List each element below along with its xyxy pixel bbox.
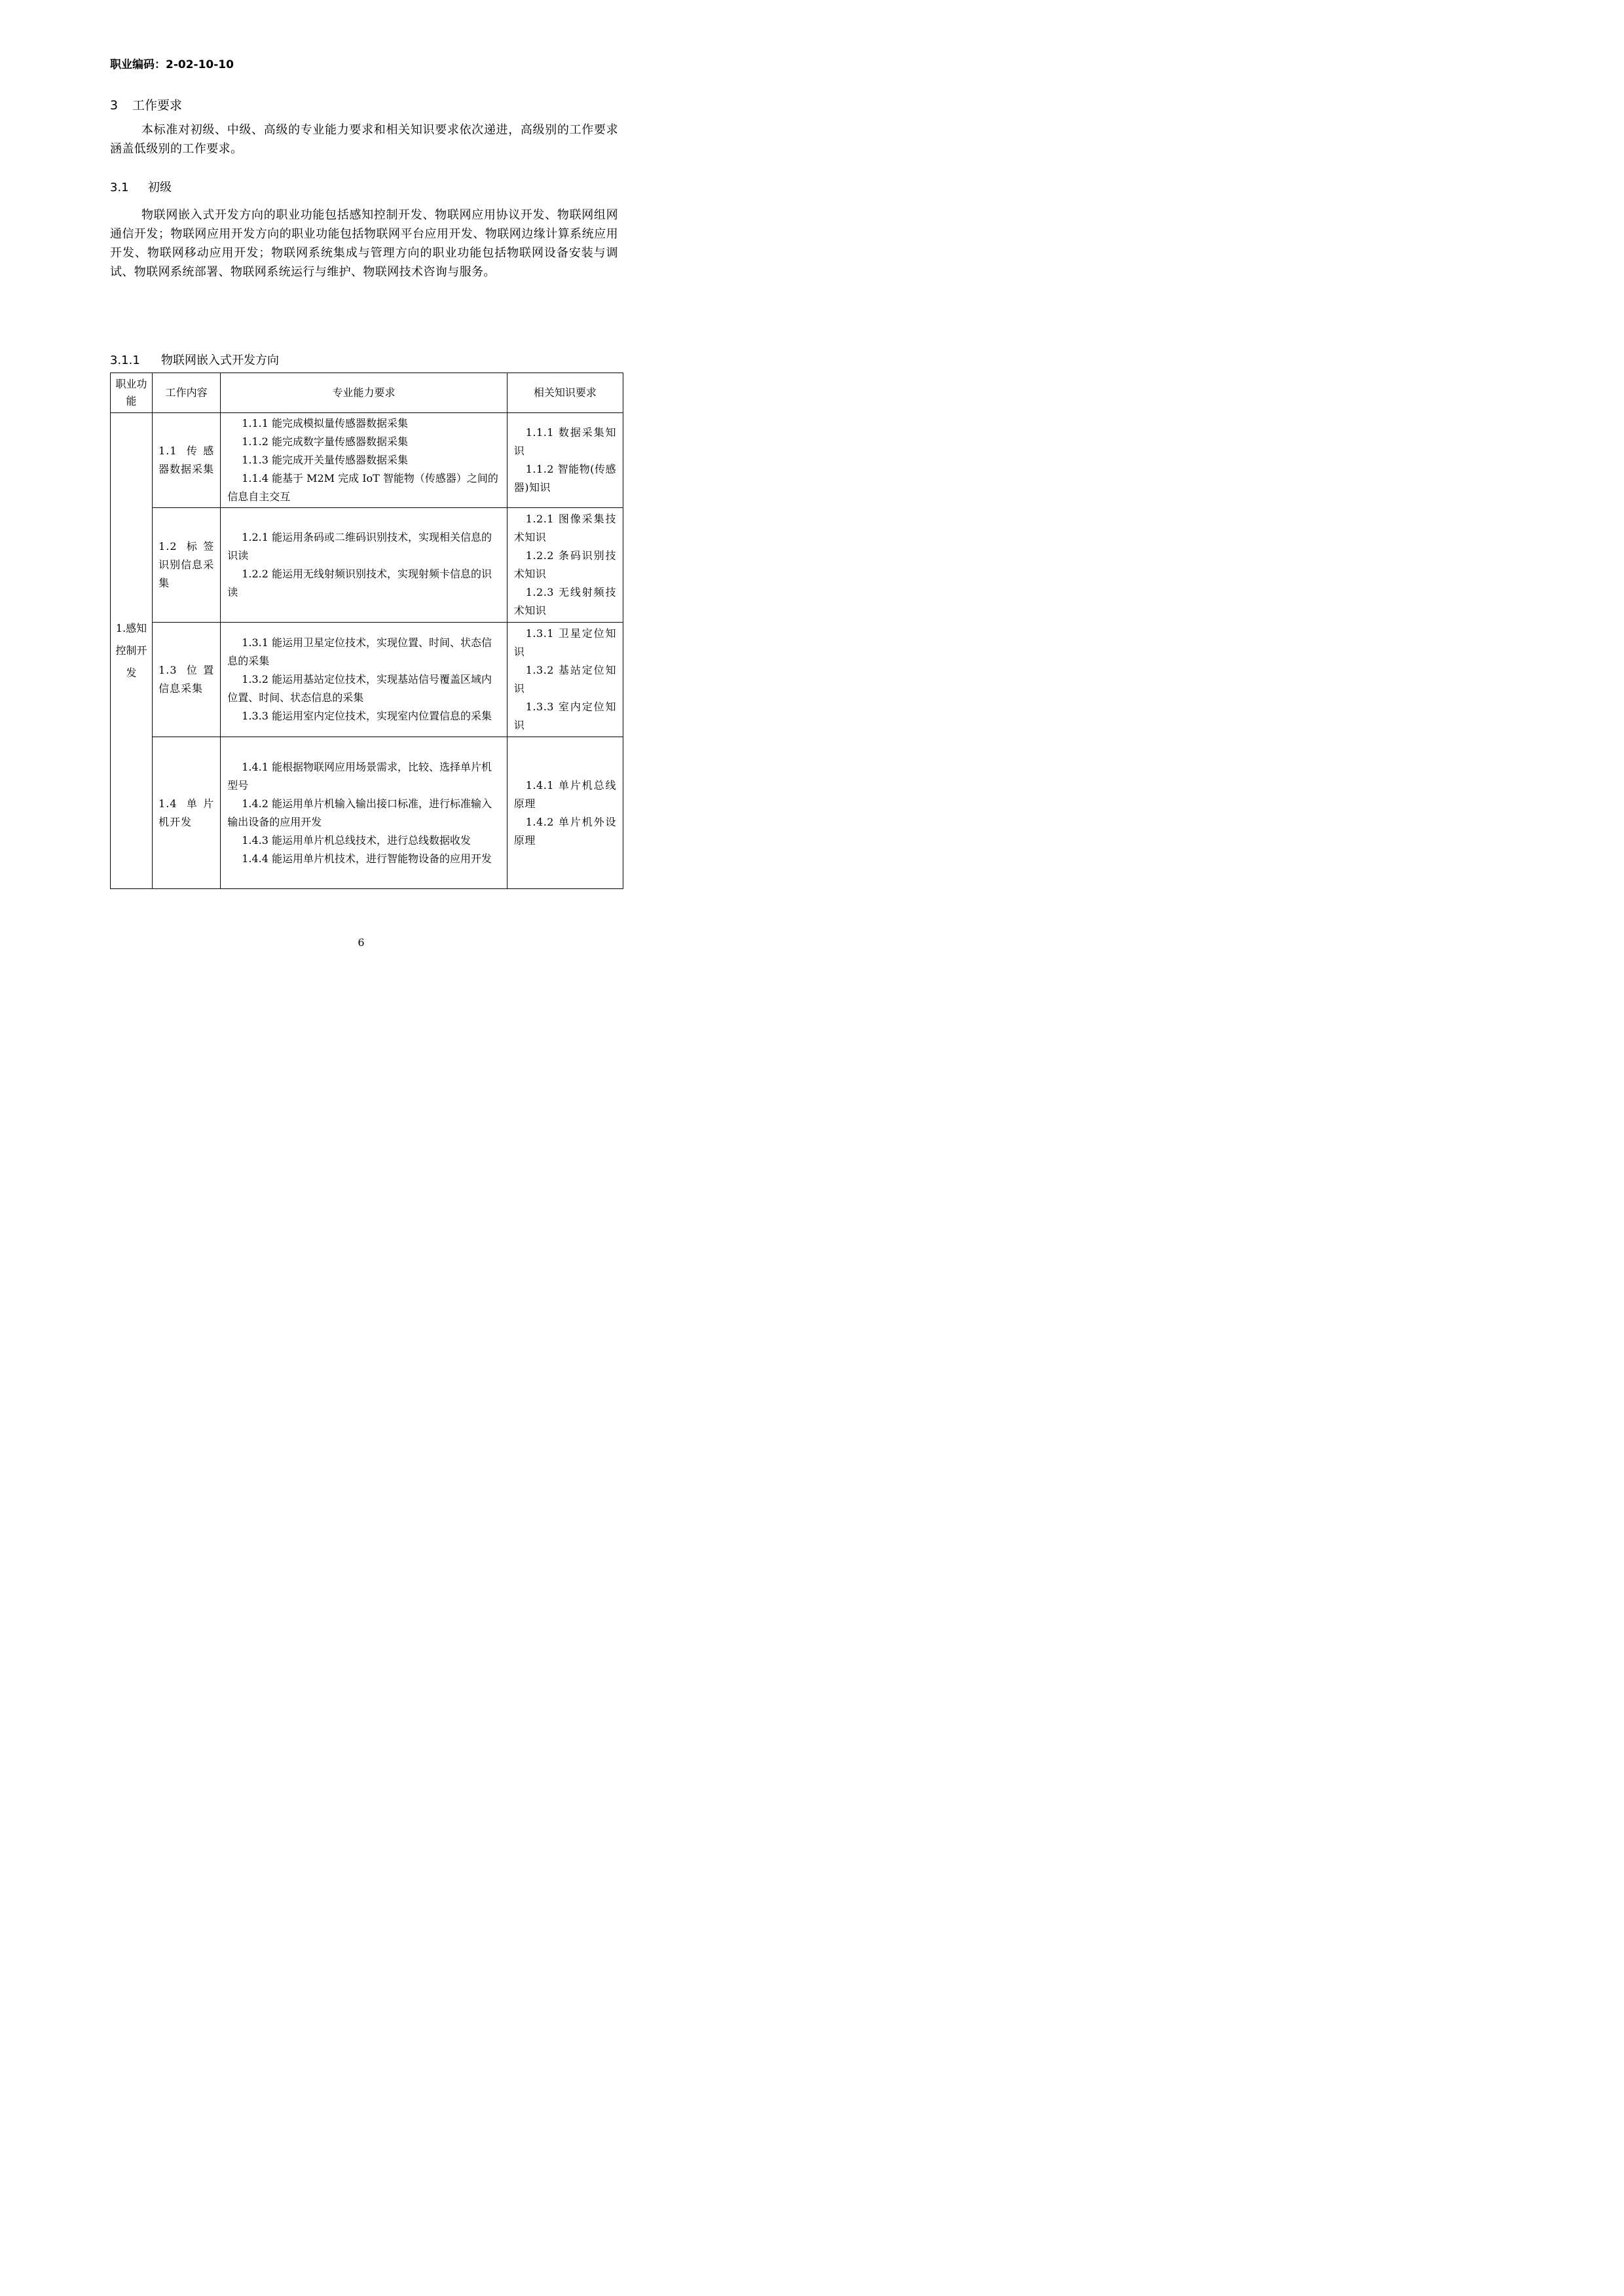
section-number: 3.1.1 [110, 354, 140, 367]
ability-cell [221, 413, 507, 508]
function-cell: 1.感知控制开发 [111, 413, 153, 889]
knowledge-item: 1.3.3 室内定位知识 [513, 701, 616, 731]
ability-item: 1.1.1 能完成模拟量传感器数据采集 [242, 417, 409, 429]
ability-item: 1.2.1 能运用条码或二维码识别技术，实现相关信息的识读 [227, 531, 492, 562]
ability-cell [221, 623, 507, 737]
ability-item: 1.4.1 能根据物联网应用场景需求，比较、选择单片机型号 [227, 760, 492, 792]
ability-item: 1.2.2 能运用无线射频识别技术，实现射频卡信息的识读 [227, 568, 492, 598]
section-title: 工作要求 [132, 98, 183, 113]
content-cell: 1.2 标签识别信息采集 [153, 508, 221, 623]
requirements-table [110, 373, 623, 889]
header-knowledge: 相关知识要求 [507, 373, 623, 413]
knowledge-item: 1.2.2 条码识别技术知识 [513, 549, 616, 580]
knowledge-item: 1.1.2 智能物(传感器)知识 [513, 463, 616, 494]
ability-item: 1.1.4 能基于 M2M 完成 IoT 智能物（传感器）之间的信息自主交互 [227, 472, 498, 503]
knowledge-item: 1.2.1 图像采集技术知识 [513, 513, 616, 543]
knowledge-item: 1.3.2 基站定位知识 [513, 664, 616, 695]
table-row [111, 737, 623, 889]
knowledge-cell [507, 413, 623, 508]
ability-cell [221, 737, 507, 889]
section-3-intro: 本标准对初级、中级、高级的专业能力要求和相关知识要求依次递进，高级别的工作要求涵盖低级别的工作要求。 [110, 123, 618, 156]
section-3-1-1-heading [110, 351, 279, 368]
header-ability: 专业能力要求 [221, 373, 507, 413]
occupation-code: 职业编码：2-02-10-10 [110, 58, 234, 71]
ability-item: 1.1.3 能完成开关量传感器数据采集 [242, 454, 409, 466]
document-page [0, 0, 722, 1021]
content-cell: 1.3 位置信息采集 [153, 623, 221, 737]
content-cell: 1.4 单片机开发 [153, 737, 221, 889]
page-number: 6 [358, 936, 365, 949]
section-3-1-heading [110, 178, 172, 195]
section-number: 3 [110, 98, 119, 113]
section-3-heading [110, 96, 182, 113]
ability-item: 1.4.2 能运用单片机输入输出接口标准，进行标准输入输出设备的应用开发 [227, 797, 492, 828]
ability-item: 1.4.4 能运用单片机技术，进行智能物设备的应用开发 [242, 852, 492, 865]
header-function: 职业功能 [111, 373, 153, 413]
knowledge-item: 1.4.1 单片机总线原理 [513, 778, 616, 810]
table-row [111, 623, 623, 737]
knowledge-item: 1.1.1 数据采集知识 [513, 426, 616, 457]
ability-item: 1.3.2 能运用基站定位技术，实现基站信号覆盖区域内位置、时间、状态信息的采集 [227, 673, 492, 704]
knowledge-item: 1.4.2 单片机外设原理 [513, 815, 616, 847]
section-number: 3.1 [110, 181, 129, 194]
knowledge-item: 1.3.1 卫星定位知识 [513, 627, 616, 658]
ability-cell [221, 508, 507, 623]
table-row [111, 413, 623, 508]
content-cell: 1.1 传感器数据采集 [153, 413, 221, 508]
knowledge-item: 1.2.3 无线射频技术知识 [513, 586, 616, 617]
ability-item: 1.4.3 能运用单片机总线技术，进行总线数据收发 [242, 833, 471, 847]
section-3-1-intro: 物联网嵌入式开发方向的职业功能包括感知控制开发、物联网应用协议开发、物联网组网通信开发；物联网应用开发方向的职业功能包括物联网平台应用开发、物联网边缘计算系统应用开发、物联网移动应用开发；物联网系统集成与管理方向的职业功能包括物联网设备安装与调试、物联网系统部署、物联网系统运行与维护、物联网技术咨询与服务。 [110, 208, 618, 279]
ability-item: 1.1.2 能完成数字量传感器数据采集 [242, 435, 409, 448]
knowledge-cell [507, 508, 623, 623]
ability-item: 1.3.3 能运用室内定位技术，实现室内位置信息的采集 [242, 710, 492, 722]
knowledge-cell [507, 623, 623, 737]
header-content: 工作内容 [153, 373, 221, 413]
section-title: 物联网嵌入式开发方向 [161, 354, 279, 367]
table-row [111, 508, 623, 623]
section-title: 初级 [148, 181, 172, 194]
table-header-row [111, 373, 623, 413]
knowledge-cell [507, 737, 623, 889]
ability-item: 1.3.1 能运用卫星定位技术，实现位置、时间、状态信息的采集 [227, 636, 492, 667]
